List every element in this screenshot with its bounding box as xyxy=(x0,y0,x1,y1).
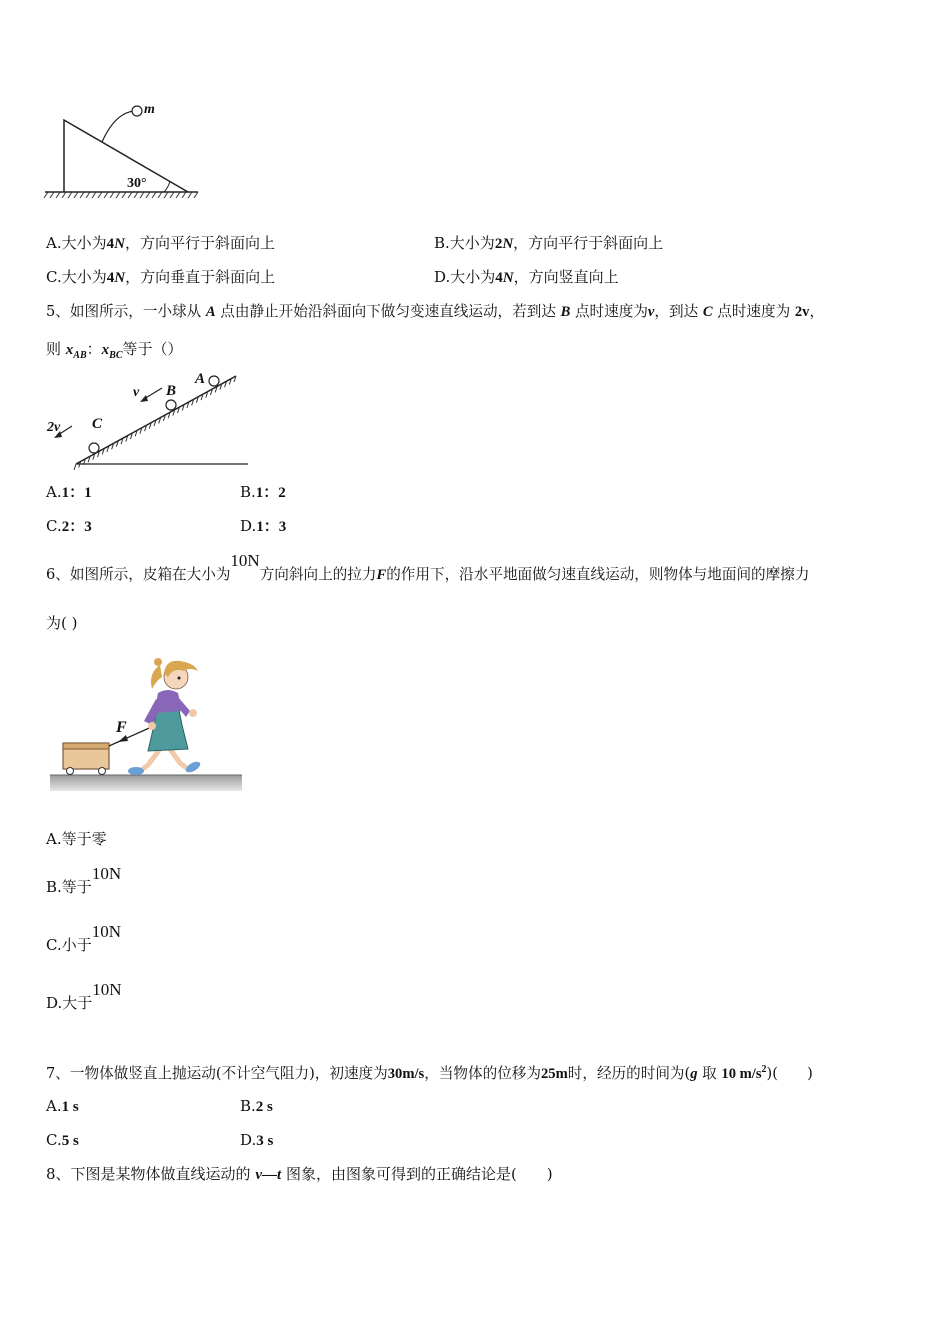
q6-option-c[interactable]: C.小于10N xyxy=(46,922,122,954)
q7-stem: 7、一物体做竖直上抛运动(不计空气阻力)，初速度为30m/s，当物体的位移为25m时，经历的时间为(g 取 10 $m/s^2$)( ) xyxy=(46,1064,813,1082)
incline-figure-2 xyxy=(40,368,255,470)
q6-stem-line2: 为( ) xyxy=(46,614,78,632)
q7-option-b[interactable]: B.2 s xyxy=(240,1097,273,1115)
q6-option-d[interactable]: D.大于10N xyxy=(46,980,122,1012)
mass-label: m xyxy=(144,102,155,117)
q4-option-a[interactable]: A.大小为4N，方向平行于斜面向上 xyxy=(46,234,275,252)
q7-option-c[interactable]: C.5 s xyxy=(46,1131,79,1149)
q6-option-b[interactable]: B.等于10N xyxy=(46,864,122,896)
q6-option-a[interactable]: A.等于零 xyxy=(46,830,107,848)
q5-option-d[interactable]: D.1：3 xyxy=(240,517,287,535)
q5-option-b[interactable]: B.1：2 xyxy=(240,483,286,501)
q5-stem-line1: 5、如图所示，一小球从 A 点由静止开始沿斜面向下做匀变速直线运动，若到达 B 点时速度为v，到达 C 点时速度为 2v， xyxy=(46,303,825,320)
girl-pulling-suitcase-figure xyxy=(48,645,244,795)
label-c: C xyxy=(92,416,103,432)
label-b: B xyxy=(166,383,177,399)
label-v: v xyxy=(133,385,140,400)
incline-figure-1 xyxy=(40,95,210,210)
label-2v: 2v xyxy=(47,420,61,435)
q8-stem: 8、下图是某物体做直线运动的 v—t 图象，由图象可得到的正确结论是( ) xyxy=(46,1165,553,1183)
force-label-f: F xyxy=(116,719,127,736)
q4-option-c[interactable]: C.大小为4N，方向垂直于斜面向上 xyxy=(46,268,276,286)
label-a: A xyxy=(195,371,206,387)
q5-stem-line2: 则 $x_{AB}$：$x_{BC}$等于（） xyxy=(46,340,183,361)
q7-option-a[interactable]: A.1 s xyxy=(46,1097,79,1115)
q5-option-c[interactable]: C.2：3 xyxy=(46,517,92,535)
q7-option-d[interactable]: D.3 s xyxy=(240,1131,274,1149)
q6-stem-line1: 6、如图所示，皮箱在大小为10N方向斜向上的拉力F的作用下，沿水平地面做匀速直线运动，则物体与地面间的摩擦力 xyxy=(46,551,810,583)
q4-option-b[interactable]: B.大小为2N，方向平行于斜面向上 xyxy=(434,234,664,252)
angle-label: 30° xyxy=(127,176,147,191)
q5-option-a[interactable]: A.1：1 xyxy=(46,483,92,501)
q4-option-d[interactable]: D.大小为4N，方向竖直向上 xyxy=(434,268,619,286)
